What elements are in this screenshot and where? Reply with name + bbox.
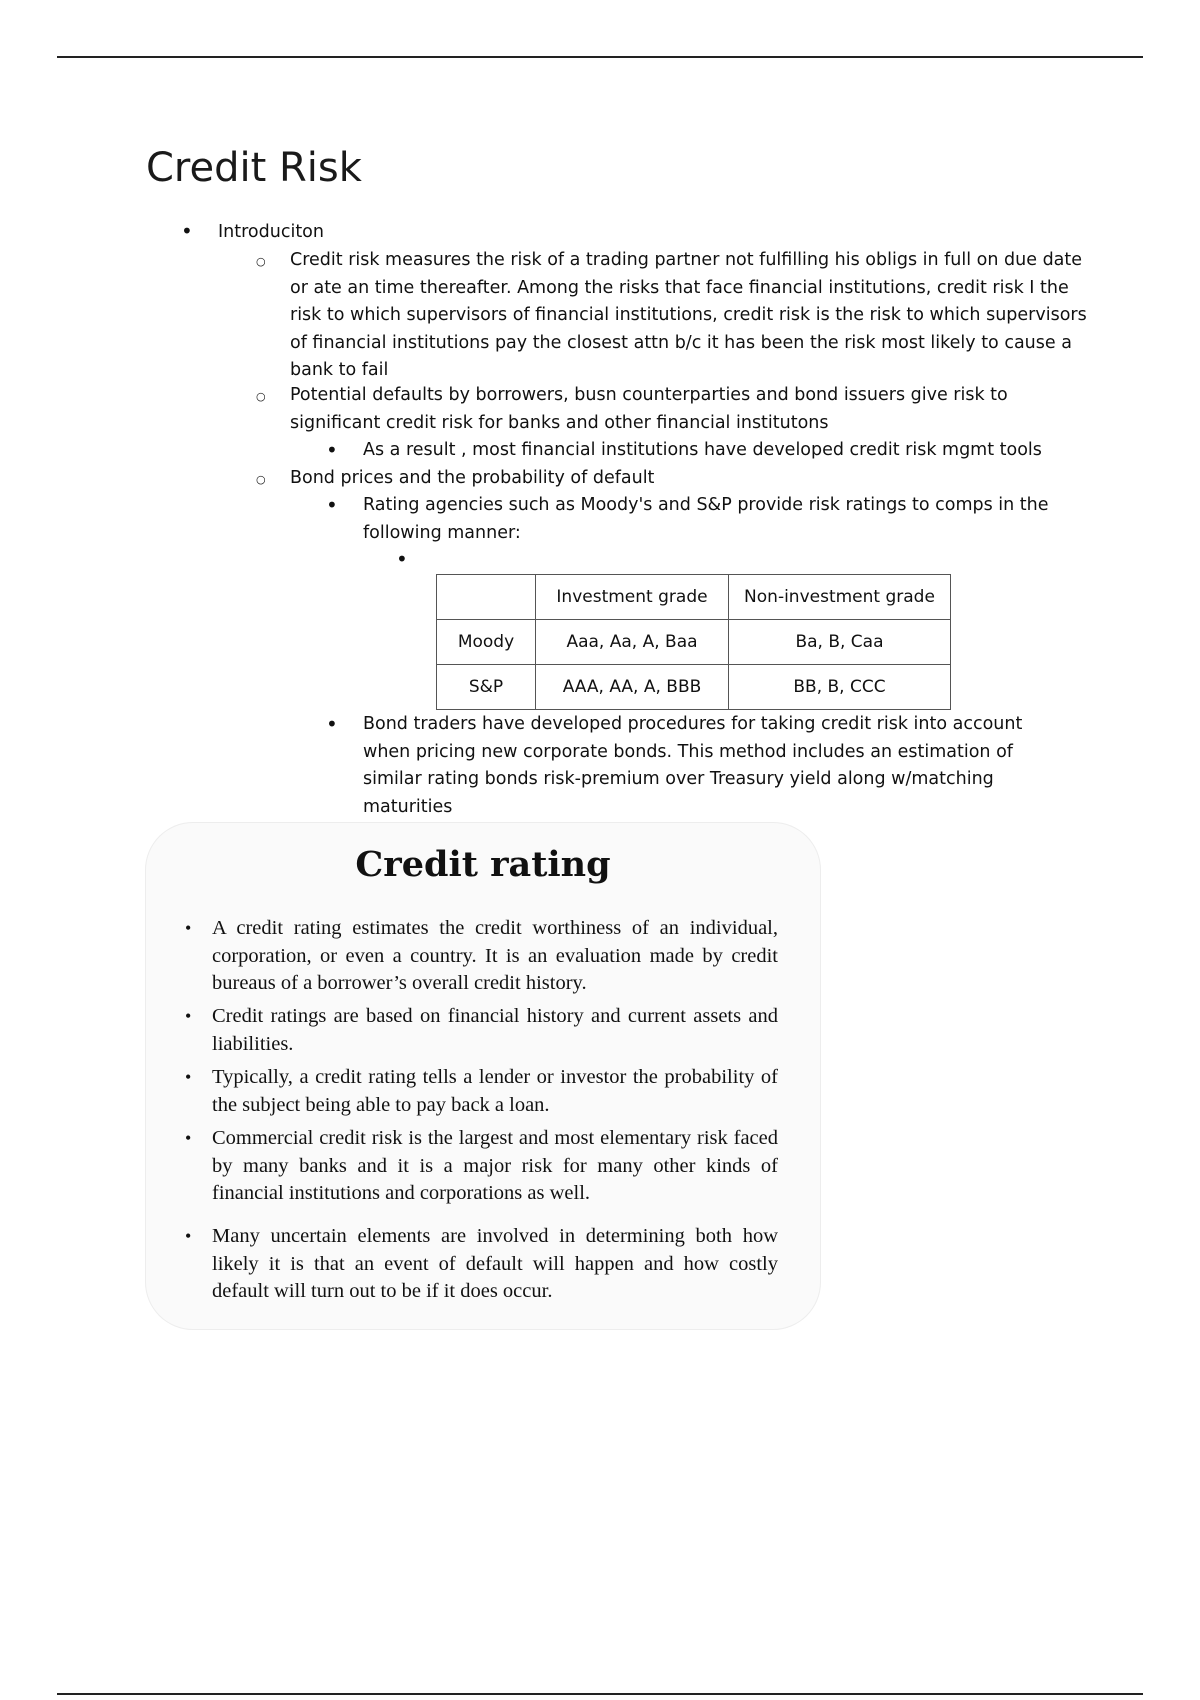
bullet-circle-icon — [256, 247, 266, 276]
footer-rule — [57, 1693, 1143, 1695]
header-rule — [57, 56, 1143, 58]
bullet-circle-icon — [256, 465, 266, 494]
bullet-disc-icon: • — [185, 1226, 192, 1246]
slide-bullet-text: Many uncertain elements are involved in determining both how likely it is that an event of default will happen and how costly default will turn out to be if it does occur. — [212, 1225, 778, 1302]
table-cell: AAA, AA, A, BBB — [536, 665, 729, 710]
page-title: Credit Risk — [146, 145, 362, 191]
bullet-disc-icon: • — [185, 1067, 192, 1087]
slide-title: Credit rating — [355, 844, 611, 885]
table-row — [437, 620, 951, 665]
table-header-row — [437, 575, 951, 620]
table-row — [437, 665, 951, 710]
paragraph-potential-defaults: Potential defaults by borrowers, busn counterparties and bond issuers give risk to significant credit risk for banks and other financial institutons — [290, 385, 1008, 433]
table-header-cell: Investment grade — [536, 575, 729, 620]
bullet-disc-icon: • — [185, 918, 192, 938]
bullet-disc-icon — [326, 711, 338, 741]
paragraph-mgmt-tools: As a result , most financial institutions have developed credit risk mgmt tools — [363, 440, 1042, 460]
table-cell: Moody — [437, 620, 536, 665]
paragraph-bond-traders: Bond traders have developed procedures for taking credit risk into account when pricing new corporate bonds. This method includes an estimation of similar rating bonds risk-premium over Treasury yield along w/matching maturities — [363, 714, 1023, 817]
slide-bullet-text: Credit ratings are based on financial history and current assets and liabilities. — [212, 1005, 778, 1055]
bullet-disc-icon — [396, 546, 408, 576]
bullet-disc-icon — [326, 437, 338, 467]
bullet-disc-icon — [181, 218, 193, 248]
bullet-disc-icon: • — [185, 1128, 192, 1148]
bullet-circle-icon — [256, 382, 266, 411]
table-cell: S&P — [437, 665, 536, 710]
slide-bullet-text: A credit rating estimates the credit worthiness of an individual, corporation, or even a country. It is an evaluation made by credit bureaus of a borrower’s overall credit history. — [212, 917, 778, 994]
ratings-table — [436, 574, 951, 710]
table-header-cell: Non-investment grade — [729, 575, 951, 620]
paragraph-credit-risk-definition: Credit risk measures the risk of a trading partner not fulfilling his obligs in full on due date or ate an time thereafter. Among the risks that face financial institutions, credit risk I the risk to which supervisors of financial institutions, credit risk is the risk to which supervisors of financial institutions pay the closest attn b/c it has been the risk most likely to cause a bank to fail — [290, 250, 1087, 380]
section-label-introduction: Introduciton — [218, 222, 324, 242]
bullet-disc-icon: • — [185, 1006, 192, 1026]
paragraph-bond-prices: Bond prices and the probability of default — [290, 468, 655, 488]
paragraph-rating-agencies: Rating agencies such as Moody's and S&P provide risk ratings to comps in the following manner: — [363, 495, 1049, 543]
table-cell: Aaa, Aa, A, Baa — [536, 620, 729, 665]
table-cell: Ba, B, Caa — [729, 620, 951, 665]
bullet-disc-icon — [326, 492, 338, 522]
slide-image-credit-rating — [145, 822, 821, 1330]
table-header-cell — [437, 575, 536, 620]
table-cell: BB, B, CCC — [729, 665, 951, 710]
slide-bullet-text: Typically, a credit rating tells a lender or investor the probability of the subject being able to pay back a loan. — [212, 1066, 778, 1116]
slide-bullet-text: Commercial credit risk is the largest and most elementary risk faced by many banks and it is a major risk for many other kinds of financial institutions and corporations as well. — [212, 1127, 778, 1204]
